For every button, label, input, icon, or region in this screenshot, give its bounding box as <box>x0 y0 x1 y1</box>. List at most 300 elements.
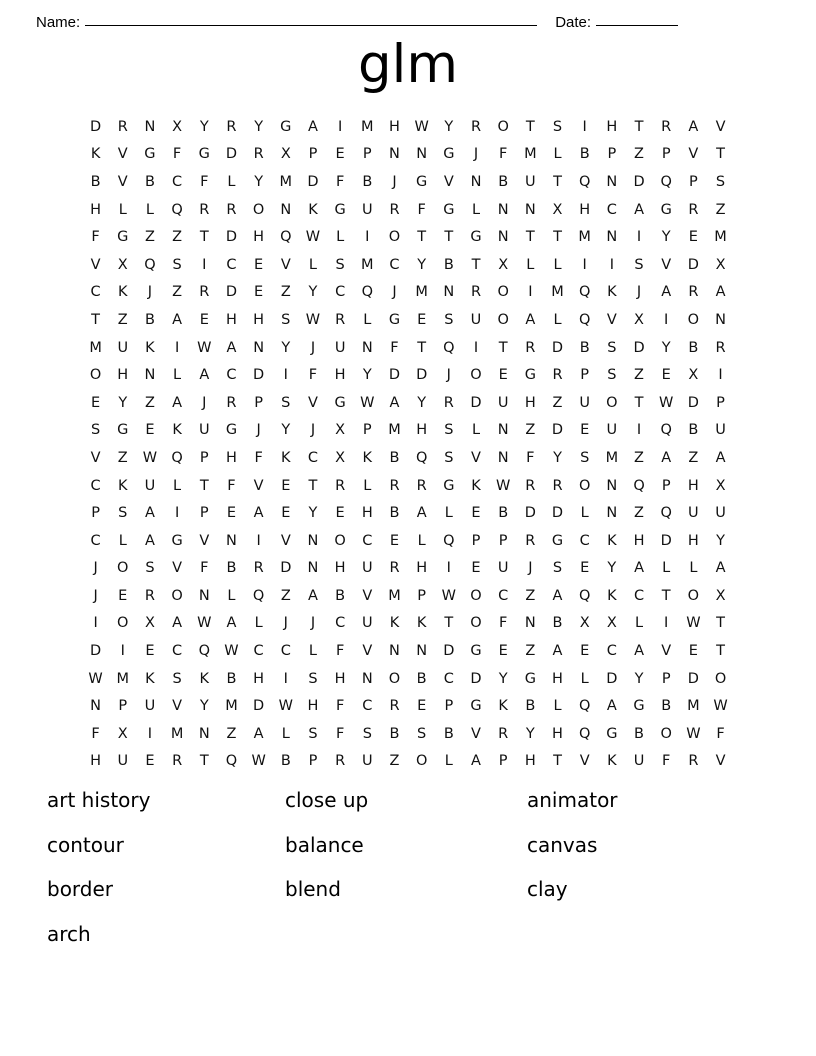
grid-cell[interactable]: X <box>715 256 726 273</box>
grid-cell[interactable]: D <box>551 339 564 356</box>
grid-cell[interactable]: W <box>659 394 674 411</box>
grid-cell[interactable]: M <box>605 449 619 466</box>
grid-cell[interactable]: O <box>117 615 129 632</box>
grid-cell[interactable]: P <box>362 422 372 439</box>
grid-cell[interactable]: R <box>144 587 155 604</box>
grid-cell[interactable]: D <box>225 284 238 301</box>
grid-cell[interactable]: D <box>416 367 428 384</box>
grid-cell[interactable]: N <box>307 560 319 577</box>
date-write-line[interactable] <box>596 24 678 26</box>
grid-cell[interactable]: N <box>606 173 618 190</box>
grid-cell[interactable]: H <box>334 367 346 384</box>
grid-cell[interactable]: M <box>225 698 238 715</box>
grid-cell[interactable]: R <box>335 477 346 494</box>
grid-cell[interactable]: A <box>715 560 726 577</box>
grid-cell[interactable]: A <box>661 284 672 301</box>
grid-cell[interactable]: U <box>361 201 373 218</box>
grid-cell[interactable]: A <box>144 532 155 549</box>
grid-cell[interactable]: N <box>144 118 156 135</box>
grid-cell[interactable]: M <box>524 146 537 163</box>
grid-cell[interactable]: Q <box>633 477 645 494</box>
grid-cell[interactable]: X <box>117 256 128 273</box>
grid-cell[interactable]: M <box>361 256 374 273</box>
grid-cell[interactable]: L <box>553 698 562 715</box>
grid-cell[interactable]: T <box>199 477 209 494</box>
grid-cell[interactable]: D <box>633 339 645 356</box>
grid-cell[interactable]: J <box>392 284 397 301</box>
grid-cell[interactable]: P <box>254 394 263 411</box>
grid-cell[interactable]: M <box>578 229 591 246</box>
grid-cell[interactable]: L <box>417 532 426 549</box>
grid-cell[interactable]: N <box>470 173 482 190</box>
grid-cell[interactable]: Z <box>389 753 400 770</box>
grid-cell[interactable]: O <box>687 311 700 328</box>
grid-cell[interactable]: E <box>91 394 101 411</box>
grid-cell[interactable]: G <box>443 201 455 218</box>
grid-cell[interactable]: A <box>416 505 427 522</box>
grid-cell[interactable]: U <box>525 173 536 190</box>
grid-cell[interactable]: D <box>443 643 455 660</box>
grid-cell[interactable]: M <box>388 422 401 439</box>
grid-cell[interactable]: C <box>280 643 291 660</box>
grid-cell[interactable]: F <box>172 146 182 163</box>
grid-cell[interactable]: C <box>362 698 373 715</box>
grid-cell[interactable]: I <box>446 560 451 577</box>
grid-cell[interactable]: J <box>310 422 316 439</box>
grid-cell[interactable]: Z <box>688 449 699 466</box>
grid-cell[interactable]: P <box>716 394 725 411</box>
grid-cell[interactable]: H <box>633 532 645 549</box>
grid-cell[interactable]: J <box>446 367 451 384</box>
grid-cell[interactable]: H <box>90 201 102 218</box>
grid-cell[interactable]: D <box>280 560 292 577</box>
grid-cell[interactable]: P <box>199 505 209 522</box>
grid-cell[interactable]: G <box>388 311 401 328</box>
grid-cell[interactable]: P <box>471 532 481 549</box>
grid-cell[interactable]: Z <box>144 394 155 411</box>
grid-cell[interactable]: G <box>606 725 618 742</box>
grid-cell[interactable]: W <box>88 670 103 687</box>
grid-cell[interactable]: R <box>199 284 210 301</box>
grid-cell[interactable]: H <box>90 753 102 770</box>
grid-cell[interactable]: I <box>582 256 587 273</box>
grid-cell[interactable]: E <box>145 643 155 660</box>
grid-cell[interactable]: Z <box>280 587 291 604</box>
grid-cell[interactable]: A <box>661 449 672 466</box>
grid-cell[interactable]: F <box>200 173 209 190</box>
grid-cell[interactable]: U <box>497 560 509 577</box>
grid-cell[interactable]: V <box>90 449 101 466</box>
grid-cell[interactable]: V <box>117 173 128 190</box>
grid-cell[interactable]: P <box>607 146 617 163</box>
grid-cell[interactable]: T <box>661 587 671 604</box>
grid-cell[interactable]: S <box>715 173 726 190</box>
grid-cell[interactable]: Q <box>578 698 591 715</box>
grid-cell[interactable]: I <box>528 284 533 301</box>
grid-cell[interactable]: J <box>93 560 98 577</box>
grid-cell[interactable]: A <box>552 643 563 660</box>
grid-cell[interactable]: X <box>335 449 346 466</box>
grid-cell[interactable]: C <box>253 643 264 660</box>
grid-cell[interactable]: C <box>389 256 400 273</box>
grid-cell[interactable]: N <box>497 449 509 466</box>
grid-cell[interactable]: N <box>606 229 618 246</box>
grid-cell[interactable]: J <box>310 615 316 632</box>
grid-cell[interactable]: X <box>172 118 183 135</box>
grid-cell[interactable]: O <box>252 201 265 218</box>
grid-cell[interactable]: Y <box>362 367 372 384</box>
grid-cell[interactable]: S <box>308 670 318 687</box>
grid-cell[interactable]: F <box>390 339 399 356</box>
grid-cell[interactable]: V <box>117 146 128 163</box>
grid-cell[interactable]: L <box>553 256 562 273</box>
grid-cell[interactable]: V <box>362 643 373 660</box>
grid-cell[interactable]: G <box>470 698 482 715</box>
grid-cell[interactable]: R <box>688 201 699 218</box>
grid-cell[interactable]: S <box>552 560 563 577</box>
grid-cell[interactable]: Q <box>252 587 265 604</box>
grid-cell[interactable]: N <box>389 643 400 660</box>
grid-cell[interactable]: C <box>226 367 237 384</box>
grid-cell[interactable]: A <box>552 587 563 604</box>
grid-cell[interactable]: O <box>660 725 672 742</box>
grid-cell[interactable]: Y <box>607 560 617 577</box>
grid-cell[interactable]: C <box>579 532 590 549</box>
grid-cell[interactable]: N <box>361 339 373 356</box>
grid-cell[interactable]: S <box>281 394 291 411</box>
grid-cell[interactable]: O <box>171 587 183 604</box>
word-list-item[interactable]: blend <box>285 877 341 902</box>
grid-cell[interactable]: T <box>716 615 725 632</box>
grid-cell[interactable]: Q <box>415 449 428 466</box>
grid-cell[interactable]: B <box>552 615 563 632</box>
grid-cell[interactable]: G <box>660 201 672 218</box>
grid-cell[interactable]: D <box>687 256 699 273</box>
grid-cell[interactable]: A <box>308 118 318 135</box>
grid-cell[interactable]: M <box>551 284 564 301</box>
grid-cell[interactable]: S <box>580 449 590 466</box>
word-list-item[interactable]: border <box>47 877 114 902</box>
grid-cell[interactable]: B <box>688 339 699 356</box>
grid-cell[interactable]: O <box>415 753 428 770</box>
grid-cell[interactable]: H <box>416 560 428 577</box>
grid-cell[interactable]: I <box>718 367 723 384</box>
grid-cell[interactable]: B <box>443 256 454 273</box>
grid-cell[interactable]: F <box>335 725 345 742</box>
grid-cell[interactable]: Q <box>578 725 591 742</box>
grid-cell[interactable]: Y <box>716 532 725 549</box>
grid-cell[interactable]: T <box>444 615 454 632</box>
grid-cell[interactable]: G <box>117 422 129 439</box>
grid-cell[interactable]: Z <box>634 505 644 522</box>
grid-cell[interactable]: K <box>389 615 400 632</box>
grid-cell[interactable]: W <box>495 477 511 494</box>
grid-cell[interactable]: O <box>497 118 509 135</box>
grid-cell[interactable]: I <box>664 311 669 328</box>
grid-cell[interactable]: J <box>636 284 642 301</box>
grid-cell[interactable]: B <box>498 505 509 522</box>
grid-cell[interactable]: A <box>253 725 264 742</box>
grid-cell[interactable]: Q <box>443 532 455 549</box>
grid-cell[interactable]: A <box>471 753 481 770</box>
grid-cell[interactable]: I <box>202 256 207 273</box>
grid-cell[interactable]: N <box>90 698 102 715</box>
grid-cell[interactable]: F <box>716 725 725 742</box>
grid-cell[interactable]: I <box>582 118 587 135</box>
grid-cell[interactable]: L <box>363 311 372 328</box>
grid-cell[interactable]: I <box>283 670 288 687</box>
grid-cell[interactable]: E <box>335 146 345 163</box>
grid-cell[interactable]: Y <box>417 394 427 411</box>
grid-cell[interactable]: A <box>172 615 183 632</box>
grid-cell[interactable]: U <box>470 311 482 328</box>
grid-cell[interactable]: L <box>254 615 263 632</box>
grid-cell[interactable]: X <box>335 422 346 439</box>
grid-cell[interactable]: R <box>416 477 427 494</box>
grid-cell[interactable]: V <box>280 532 291 549</box>
grid-cell[interactable]: D <box>606 670 618 687</box>
grid-cell[interactable]: K <box>362 449 373 466</box>
grid-cell[interactable]: D <box>633 173 645 190</box>
grid-cell[interactable]: P <box>688 173 698 190</box>
grid-cell[interactable]: D <box>551 505 564 522</box>
grid-cell[interactable]: A <box>253 505 264 522</box>
grid-cell[interactable]: L <box>281 725 290 742</box>
grid-cell[interactable]: I <box>636 229 642 246</box>
grid-cell[interactable]: B <box>389 505 400 522</box>
grid-cell[interactable]: D <box>551 422 564 439</box>
grid-cell[interactable]: M <box>714 229 727 246</box>
grid-cell[interactable]: C <box>633 587 645 604</box>
grid-cell[interactable]: Y <box>254 173 264 190</box>
grid-cell[interactable]: D <box>225 229 238 246</box>
grid-cell[interactable]: E <box>580 560 590 577</box>
grid-cell[interactable]: F <box>417 201 426 218</box>
grid-cell[interactable]: P <box>308 753 318 770</box>
grid-cell[interactable]: R <box>389 477 400 494</box>
grid-cell[interactable]: F <box>498 615 508 632</box>
grid-cell[interactable]: U <box>361 615 373 632</box>
grid-cell[interactable]: I <box>473 339 479 356</box>
grid-cell[interactable]: E <box>335 505 345 522</box>
grid-cell[interactable]: S <box>335 256 345 273</box>
grid-cell[interactable]: Z <box>634 146 644 163</box>
grid-cell[interactable]: E <box>254 256 264 273</box>
grid-cell[interactable]: H <box>361 505 373 522</box>
grid-cell[interactable]: T <box>91 311 101 328</box>
grid-cell[interactable]: V <box>471 725 481 742</box>
grid-cell[interactable]: R <box>443 394 454 411</box>
grid-cell[interactable]: Y <box>254 118 264 135</box>
grid-cell[interactable]: N <box>524 615 536 632</box>
grid-cell[interactable]: U <box>117 339 129 356</box>
grid-cell[interactable]: J <box>283 615 288 632</box>
grid-cell[interactable]: E <box>389 532 400 549</box>
grid-cell[interactable]: K <box>90 146 101 163</box>
grid-cell[interactable]: R <box>525 477 536 494</box>
grid-cell[interactable]: T <box>417 339 427 356</box>
grid-cell[interactable]: I <box>365 229 370 246</box>
grid-cell[interactable]: Y <box>661 229 671 246</box>
grid-cell[interactable]: A <box>226 339 237 356</box>
grid-cell[interactable]: B <box>144 311 155 328</box>
grid-cell[interactable]: V <box>661 643 672 660</box>
grid-cell[interactable]: Q <box>198 643 210 660</box>
grid-cell[interactable]: Y <box>661 339 671 356</box>
grid-cell[interactable]: X <box>280 146 291 163</box>
grid-cell[interactable]: K <box>145 670 155 687</box>
grid-cell[interactable]: T <box>716 643 725 660</box>
grid-cell[interactable]: S <box>417 725 427 742</box>
grid-cell[interactable]: L <box>444 753 453 770</box>
grid-cell[interactable]: B <box>389 725 400 742</box>
grid-cell[interactable]: Q <box>578 311 591 328</box>
grid-cell[interactable]: Z <box>172 229 183 246</box>
grid-cell[interactable]: L <box>580 505 589 522</box>
grid-cell[interactable]: B <box>579 146 590 163</box>
grid-cell[interactable]: U <box>688 505 699 522</box>
grid-cell[interactable]: W <box>414 118 429 135</box>
grid-cell[interactable]: R <box>335 753 346 770</box>
grid-cell[interactable]: Q <box>171 201 183 218</box>
grid-cell[interactable]: B <box>226 560 237 577</box>
grid-cell[interactable]: R <box>525 532 536 549</box>
grid-cell[interactable]: D <box>90 643 102 660</box>
grid-cell[interactable]: T <box>716 146 725 163</box>
grid-cell[interactable]: M <box>279 173 293 190</box>
grid-cell[interactable]: H <box>307 698 319 715</box>
grid-cell[interactable]: S <box>362 725 372 742</box>
grid-cell[interactable]: J <box>93 587 98 604</box>
grid-cell[interactable]: U <box>579 394 590 411</box>
grid-cell[interactable]: N <box>144 367 156 384</box>
grid-cell[interactable]: J <box>528 560 533 577</box>
grid-cell[interactable]: S <box>634 256 644 273</box>
grid-cell[interactable]: S <box>607 367 617 384</box>
grid-cell[interactable]: O <box>470 367 482 384</box>
grid-cell[interactable]: F <box>227 477 236 494</box>
grid-cell[interactable]: Q <box>578 587 591 604</box>
grid-cell[interactable]: C <box>498 587 509 604</box>
grid-cell[interactable]: I <box>93 615 98 632</box>
grid-cell[interactable]: K <box>199 670 210 687</box>
grid-cell[interactable]: L <box>308 256 317 273</box>
grid-cell[interactable]: C <box>90 477 101 494</box>
grid-cell[interactable]: W <box>305 229 321 246</box>
grid-cell[interactable]: D <box>687 670 699 687</box>
grid-cell[interactable]: S <box>172 670 182 687</box>
grid-cell[interactable]: V <box>715 118 726 135</box>
grid-cell[interactable]: A <box>634 560 644 577</box>
grid-cell[interactable]: C <box>335 615 346 632</box>
grid-cell[interactable]: K <box>308 201 318 218</box>
grid-cell[interactable]: K <box>281 449 291 466</box>
grid-cell[interactable]: D <box>470 670 482 687</box>
grid-cell[interactable]: T <box>553 229 562 246</box>
grid-cell[interactable]: R <box>552 477 563 494</box>
grid-cell[interactable]: P <box>362 146 372 163</box>
grid-cell[interactable]: K <box>118 284 128 301</box>
grid-cell[interactable]: D <box>524 505 536 522</box>
grid-cell[interactable]: I <box>337 118 343 135</box>
grid-cell[interactable]: X <box>715 477 726 494</box>
grid-cell[interactable]: J <box>202 394 207 411</box>
grid-cell[interactable]: Q <box>225 753 238 770</box>
grid-cell[interactable]: I <box>256 532 261 549</box>
grid-cell[interactable]: T <box>199 753 209 770</box>
grid-cell[interactable]: X <box>144 615 155 632</box>
grid-cell[interactable]: N <box>280 201 292 218</box>
grid-cell[interactable]: E <box>226 505 237 522</box>
grid-cell[interactable]: F <box>308 367 318 384</box>
grid-cell[interactable]: E <box>417 698 427 715</box>
grid-cell[interactable]: B <box>389 449 400 466</box>
grid-cell[interactable]: G <box>416 173 428 190</box>
grid-cell[interactable]: A <box>172 311 183 328</box>
grid-cell[interactable]: X <box>579 615 590 632</box>
grid-cell[interactable]: J <box>256 422 261 439</box>
grid-cell[interactable]: N <box>361 670 373 687</box>
grid-cell[interactable]: P <box>661 670 671 687</box>
grid-cell[interactable]: B <box>498 173 509 190</box>
grid-cell[interactable]: V <box>362 587 373 604</box>
grid-cell[interactable]: M <box>170 725 184 742</box>
grid-cell[interactable]: N <box>416 146 428 163</box>
grid-cell[interactable]: T <box>471 256 481 273</box>
grid-cell[interactable]: Z <box>226 725 237 742</box>
grid-cell[interactable]: H <box>579 201 591 218</box>
grid-cell[interactable]: W <box>305 311 321 328</box>
grid-cell[interactable]: M <box>89 339 102 356</box>
grid-cell[interactable]: R <box>199 201 210 218</box>
grid-cell[interactable]: G <box>470 643 482 660</box>
grid-cell[interactable]: Q <box>660 173 672 190</box>
grid-cell[interactable]: V <box>661 256 672 273</box>
grid-cell[interactable]: R <box>498 725 509 742</box>
grid-cell[interactable]: B <box>443 725 454 742</box>
grid-cell[interactable]: G <box>524 670 536 687</box>
grid-cell[interactable]: Y <box>525 725 535 742</box>
grid-cell[interactable]: P <box>417 587 427 604</box>
grid-cell[interactable]: R <box>226 201 237 218</box>
grid-cell[interactable]: E <box>498 643 508 660</box>
grid-cell[interactable]: H <box>524 394 536 411</box>
word-list-item[interactable]: balance <box>285 832 364 857</box>
grid-cell[interactable]: T <box>634 118 644 135</box>
grid-cell[interactable]: E <box>199 311 209 328</box>
grid-cell[interactable]: R <box>470 118 482 135</box>
grid-cell[interactable]: N <box>198 587 210 604</box>
grid-cell[interactable]: I <box>147 725 153 742</box>
grid-cell[interactable]: O <box>334 532 346 549</box>
grid-cell[interactable]: L <box>173 367 182 384</box>
grid-cell[interactable]: Y <box>281 422 291 439</box>
grid-cell[interactable]: X <box>552 201 563 218</box>
grid-cell[interactable]: J <box>310 339 316 356</box>
grid-cell[interactable]: H <box>552 670 563 687</box>
grid-cell[interactable]: B <box>335 587 346 604</box>
grid-cell[interactable]: U <box>361 753 373 770</box>
grid-cell[interactable]: F <box>200 560 209 577</box>
grid-cell[interactable]: N <box>497 229 509 246</box>
grid-cell[interactable]: Z <box>634 367 644 384</box>
grid-cell[interactable]: M <box>361 118 374 135</box>
grid-cell[interactable]: A <box>144 505 155 522</box>
grid-cell[interactable]: Z <box>280 284 291 301</box>
grid-cell[interactable]: A <box>715 449 726 466</box>
grid-cell[interactable]: U <box>117 753 129 770</box>
grid-cell[interactable]: N <box>389 146 400 163</box>
